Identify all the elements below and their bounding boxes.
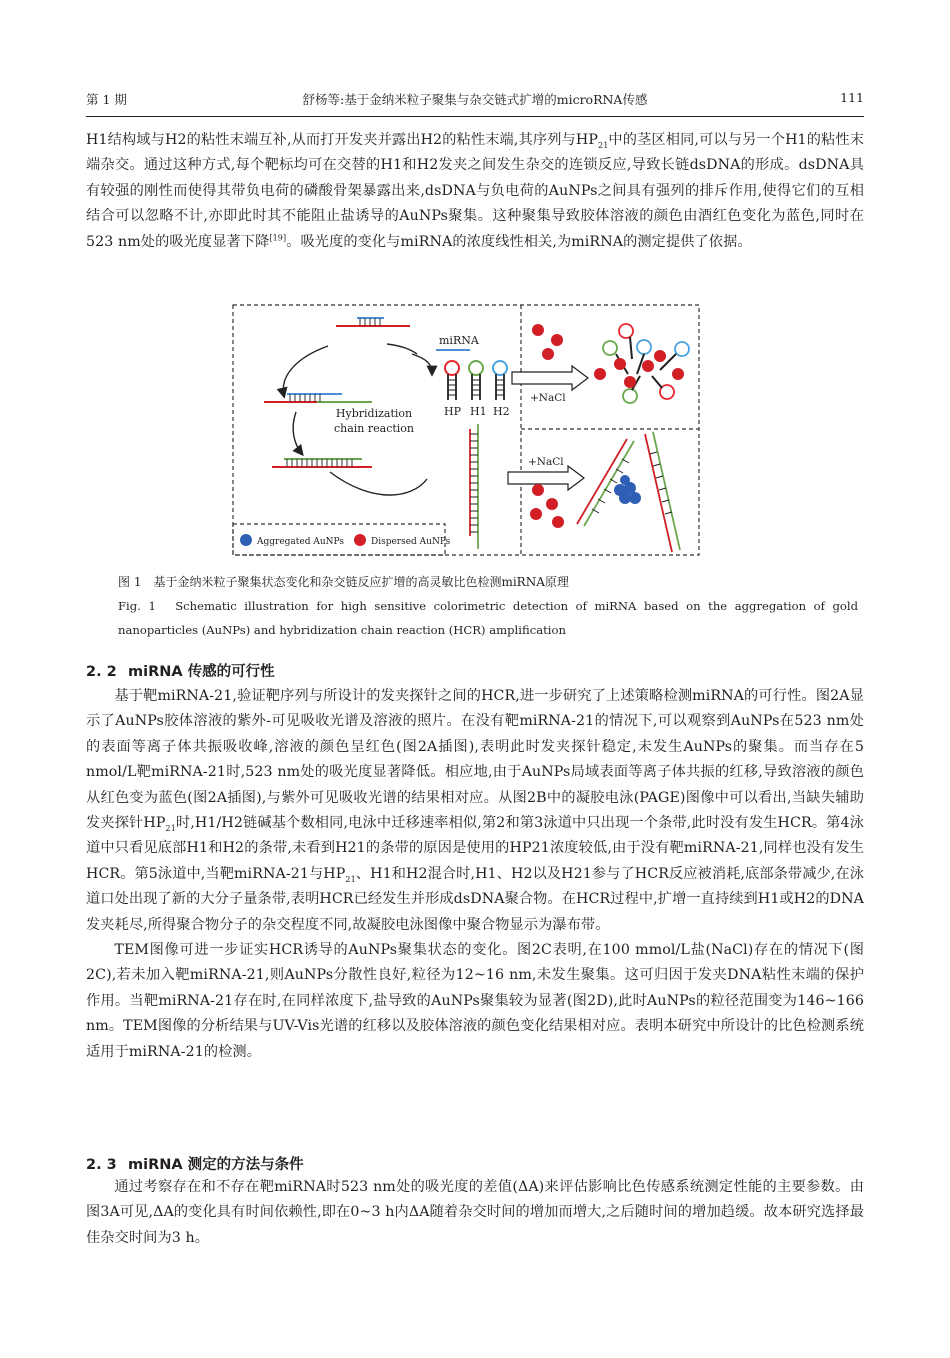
mirna-label: miRNA xyxy=(439,334,479,347)
paragraph: TEM图像可进一步证实HCR诱导的AuNPs聚集状态的变化。图2C表明,在100 mmol/L盐(NaCl)存在的情况下(图2C),若未加入靶miRNA-21,则AuNPs分散性良好,粒径为12~16 nm,未发生聚集。这可归因于发夹DNA粘性末端的保护作用。当靶miRNA-21存在时,在同样浓度下,盐导致的AuNPs聚集较为显著(图2D),此时AuNPs的粒径范围变为146~166 nm。TEM图像的分析结果与UV-Vis光谱的红移以及胶体溶液的颜色变化结果相对应。表明本研究中所设计的比色检测系统适用于miRNA-21的检测。 xyxy=(86,942,864,1060)
paragraph: 通过考察存在和不存在靶miRNA时523 nm处的吸光度的差值(ΔA)来评估影响比色传感系统测定性能的主要参数。由图3A可见,ΔA的变化具有时间依赖性,即在0~3 h内ΔA随着杂交时间的增加而增大,之后随时间的增加趋缓。故本研究选择最佳杂交时间为3 h。 xyxy=(86,1179,864,1246)
section-heading-2-2 xyxy=(86,660,864,681)
section-heading-2-3 xyxy=(86,1153,864,1174)
hp-label: HP xyxy=(444,405,461,418)
duplex-bottom xyxy=(272,459,372,467)
running-title: 舒杨等:基于金纳米粒子聚集与杂交链式扩增的microRNA传感 xyxy=(302,92,648,107)
figure-1-schematic xyxy=(232,304,700,556)
hairpin-h2 xyxy=(493,361,507,400)
reference-19: [19] xyxy=(269,232,287,242)
paragraph: 基于靶miRNA-21,验证靶序列与所设计的发夹探针之间的HCR,进一步研究了上述策略检测miRNA的可行性。图2A显示了AuNPs胶体溶液的紫外-可见吸收光谱及溶液的照片。在没有靶miRNA-21的情况下,可以观察到AuNPs在523 nm处的表面等离子体共振吸收峰,溶液的颜色呈红色(图2A插图),表明此时发夹探针稳定,未发生AuNPs的聚集。而当存在5 nmol/L靶miRNA-21时,523 nm处的吸光度显著降低。相应地,由于AuNPs局域表面等离子体共振的红移,导致溶液的颜色从红色变为蓝色(图2A插图),与紫外可见吸收光谱的结果相对应。从图2B中的凝胶电泳(PAGE)图像中可以看出,当缺失辅助发夹探针$HP_{21}$时,H1/H2链碱基个数相同,电泳中迁移速率相似,第2和第3泳道中只出现一个条带,此时没有发生HCR。第4泳道中只看见底部H1和H2的条带,未看到H21的条带的原因是使用的HP21浓度较低,由于没有靶miRNA-21,同样也没有发生HCR。第5泳道中,当靶miRNA-21与$HP_{21}$、H1和H2混合时,H1、H2以及H21参与了HCR反应被消耗,底部条带减少,在泳道口处出现了新的大分子量条带,表明HCR已经发生并形成dsDNA聚合物。在HCR过程中,扩增一直持续到H1或H2的DNA发夹耗尽,所得聚合物分子的杂交程度不同,故凝胶电泳图像中聚合物显示为瀑布带。 xyxy=(86,688,864,933)
nacl-arrow-top xyxy=(512,366,588,390)
legend-dispersed-label: Dispersed AuNPs xyxy=(371,537,451,547)
duplex-top xyxy=(336,318,410,326)
header-rule xyxy=(86,116,864,117)
section-2-3-body xyxy=(86,1175,864,1251)
section-title: miRNA 传感的可行性 xyxy=(128,664,275,680)
figure-caption-en: Fig. 1 Schematic illustration for high sensitive colorimetric detection of miRNA based on the aggregation of gold nanoparticles (AuNPs) and hybridization chain reaction (HCR) amplification xyxy=(118,599,858,637)
section-number: 2. 3 xyxy=(86,1157,117,1173)
legend-dispersed-swatch xyxy=(354,534,366,546)
figure-caption-cn: 图 1 基于金纳米粒子聚集状态变化和杂交链反应扩增的高灵敏比色检测miRNA原理 xyxy=(118,575,569,589)
section-2-2-body xyxy=(86,684,864,1065)
running-header xyxy=(86,90,864,112)
aggregated-aunps-cluster xyxy=(614,475,641,504)
legend-aggregated-swatch xyxy=(240,534,252,546)
section-number: 2. 2 xyxy=(86,664,117,680)
nacl-label-bottom: +NaCl xyxy=(528,456,564,468)
intro-paragraph: H1结构域与H2的粘性末端互补,从而打开发夹并露出H2的粘性末端,其序列与$HP_{21}$中的茎区相同,可以与另一个H1的粘性末端杂交。通过这种方式,每个靶标均可在交替的H1和H2发夹之间发生杂交的连锁反应,导致长链dsDNA的形成。dsDNA具有较强的刚性而使得其带负电荷的磷酸骨架暴露出来,dsDNA与负电荷的AuNPs之间具有强列的排斥作用,使得它们的互相结合可以忽略不计,亦即此时其不能阻止盐诱导的AuNPs聚集。这种聚集导致胶体溶液的颜色由酒红色变化为蓝色,同时在523 nm处的吸光度显著下降[19]。吸光度的变化与miRNA的浓度线性相关,为miRNA的测定提供了依据。 xyxy=(86,132,865,250)
hcr-label-line2: chain reaction xyxy=(333,422,415,435)
page-number: 111 xyxy=(840,90,864,105)
issue-label: 第 1 期 xyxy=(86,92,127,107)
dsdna-polymer xyxy=(470,424,478,549)
duplex-middle xyxy=(264,394,372,402)
dispersed-aunps-top-left xyxy=(532,324,563,360)
nacl-arrow-bottom xyxy=(508,466,584,490)
dispersed-aunps-bottom xyxy=(530,484,564,528)
legend-aggregated-label: Aggregated AuNPs xyxy=(257,537,344,547)
hairpin-aunp-cluster xyxy=(594,324,689,403)
h1-label: H1 xyxy=(470,405,487,418)
hairpin-h1 xyxy=(469,361,483,400)
nacl-label-top: +NaCl xyxy=(530,392,566,404)
section-title: miRNA 测定的方法与条件 xyxy=(128,1157,304,1173)
hairpin-hp xyxy=(445,361,459,400)
hcr-label-line1: Hybridization xyxy=(335,407,413,420)
h2-label: H2 xyxy=(493,405,510,418)
